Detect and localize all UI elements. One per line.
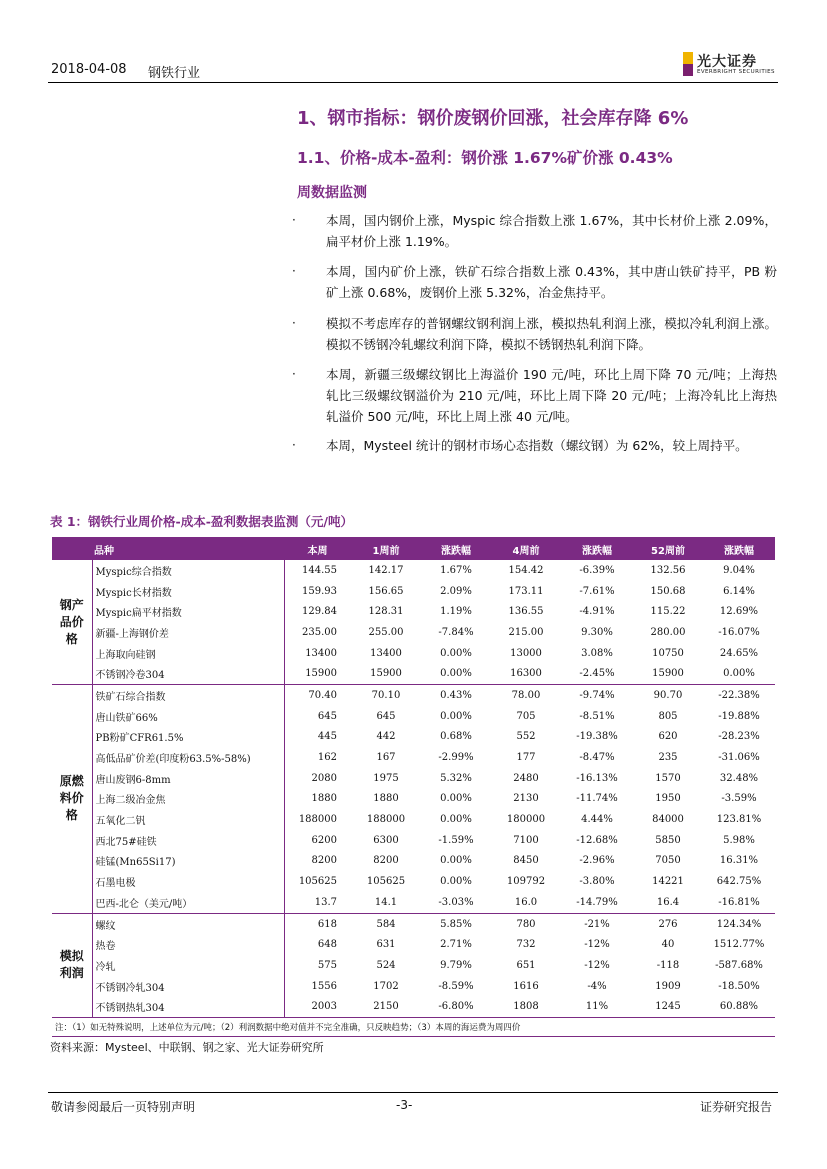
table-cell: -12%	[584, 939, 610, 951]
brand-logo	[683, 50, 779, 80]
row-label: 不锈钢热轧304	[92, 996, 284, 1017]
table-cell: 90.70	[633, 685, 703, 706]
page-number: -3-	[396, 1098, 413, 1112]
table-cell: 0.43%	[421, 685, 491, 706]
table-cell: 105625	[366, 876, 406, 888]
table-cell: 5.85%	[421, 913, 491, 934]
table-cell: 620	[658, 731, 678, 743]
col-header: 本周	[284, 539, 351, 560]
table-cell: 631	[376, 939, 396, 951]
table-cell: 154.42	[491, 560, 561, 581]
table-cell: 150.68	[650, 585, 686, 597]
table-cell: 1616	[513, 980, 539, 992]
table-cell: 136.55	[508, 606, 544, 618]
table-cell: -12%	[584, 959, 610, 971]
table-cell: 24.65%	[719, 647, 759, 659]
table-cell: 16.0	[514, 896, 538, 908]
row-label: 高低品矿价差(印度粉63.5%-58%)	[92, 747, 284, 768]
source-note: 资料来源：Mysteel、中联钢、钢之家、光大证券研究所	[50, 1041, 324, 1054]
table-cell: 124.34%	[703, 913, 775, 934]
table-cell: -9.74%	[561, 685, 633, 706]
table-cell: -1.59%	[438, 834, 474, 846]
table-cell: 442	[376, 731, 396, 743]
table-cell: 2480	[513, 772, 539, 784]
row-label: Myspic综合指数	[92, 560, 284, 581]
bullet-item	[292, 364, 777, 427]
table-row	[52, 934, 775, 955]
col-header: 品种	[52, 539, 284, 560]
table-cell: 0.00%	[440, 855, 472, 867]
table-cell: -19.38%	[576, 731, 618, 743]
col-header: 涨跌幅	[703, 539, 775, 560]
table-row	[52, 706, 775, 727]
table-cell: 8450	[513, 855, 539, 867]
table-cell: 642.75%	[716, 876, 762, 888]
table-cell: 16300	[510, 668, 542, 680]
bullet-dot-icon: ·	[292, 367, 296, 381]
table-cell: 188000	[366, 814, 406, 826]
table-cell: -3.80%	[579, 876, 615, 888]
table-cell: 3.08%	[581, 647, 613, 659]
table-cell: 13400	[305, 647, 337, 659]
table-cell: 805	[658, 710, 678, 722]
table-cell: 177	[516, 752, 536, 764]
group-label: 原燃料价格	[52, 685, 92, 914]
table-cell: 732	[516, 939, 536, 951]
table-cell: 0.00%	[440, 668, 472, 680]
table-cell: -12.68%	[576, 834, 618, 846]
col-header: 52周前	[633, 539, 703, 560]
subsection-heading: 1.1、价格-成本-盈利：钢价涨 1.67%矿价涨 0.43%	[297, 149, 673, 167]
table-cell: 575	[317, 959, 337, 971]
table-cell: -2.45%	[579, 668, 615, 680]
row-label: 硅锰(Mn65Si17)	[92, 851, 284, 872]
table-cell: 173.11	[508, 585, 544, 597]
table-note: 注：（1）如无特殊说明，上述单位为元/吨；（2）利润数据中绝对值并不完全准确，只反映趋势；（3）本周的海运费为周四价	[52, 1018, 775, 1037]
table-row	[52, 581, 775, 602]
table-cell: 780	[491, 913, 561, 934]
table-cell: 235.00	[302, 626, 337, 638]
table-cell: 188000	[298, 814, 337, 826]
table-row	[52, 685, 775, 706]
table-row	[52, 871, 775, 892]
table-row	[52, 830, 775, 851]
table-cell: 0.00%	[440, 814, 472, 826]
table-cell: -3.03%	[438, 896, 474, 908]
table-cell: -587.68%	[715, 959, 763, 971]
table-cell: 1570	[655, 772, 681, 784]
table-cell: 78.00	[491, 685, 561, 706]
table-row	[52, 747, 775, 768]
table-cell: 132.56	[633, 560, 703, 581]
bullet-item	[292, 210, 777, 252]
table-header-row	[52, 539, 775, 560]
table-cell: 0.00%	[723, 668, 755, 680]
table-cell: 1975	[373, 772, 399, 784]
table-cell: 5.32%	[440, 772, 472, 784]
table-cell: 84000	[652, 814, 684, 826]
table-cell: -2.96%	[579, 855, 615, 867]
disclaimer-link: 敬请参阅最后一页特别声明	[51, 1100, 196, 1114]
table-cell: 10750	[652, 647, 684, 659]
table-cell: -4%	[587, 980, 607, 992]
table-cell: 1.67%	[421, 560, 491, 581]
group-label: 钢产品价格	[52, 560, 92, 685]
table-cell: 2.09%	[440, 585, 472, 597]
table-cell: 129.84	[302, 606, 337, 618]
table-cell: 584	[351, 913, 421, 934]
table-cell: -31.06%	[718, 752, 760, 764]
table-cell: 651	[516, 959, 536, 971]
table-cell: 552	[516, 731, 536, 743]
table-cell: 128.31	[368, 606, 404, 618]
table-cell: -118	[656, 959, 680, 971]
table-row	[52, 663, 775, 684]
table-cell: 167	[376, 752, 396, 764]
table-row	[52, 789, 775, 810]
table-cell: 12.69%	[719, 606, 759, 618]
table-cell: 6200	[311, 834, 337, 846]
table-row	[52, 727, 775, 748]
table-cell: 618	[284, 913, 351, 934]
table-cell: -19.88%	[718, 710, 760, 722]
row-label: 唐山废钢6-8mm	[92, 768, 284, 789]
row-label: 冷轧	[92, 955, 284, 976]
table-cell: 14.1	[374, 896, 398, 908]
table-cell: 2.71%	[440, 939, 472, 951]
table-cell: 159.93	[302, 585, 337, 597]
table-cell: 1880	[311, 793, 337, 805]
row-label: 巴西-北仑（美元/吨）	[92, 892, 284, 913]
report-type: 证券研究报告	[700, 1100, 773, 1114]
table-cell: 144.55	[284, 560, 351, 581]
table-cell: -28.23%	[718, 731, 760, 743]
row-label: 五氧化二钒	[92, 809, 284, 830]
col-header: 1周前	[351, 539, 421, 560]
table-cell: -2.99%	[438, 752, 474, 764]
row-label: 上海二级冶金焦	[92, 789, 284, 810]
table-cell: 2080	[311, 772, 337, 784]
table-cell: 2150	[373, 1001, 399, 1013]
table-cell: 109792	[506, 876, 546, 888]
table-row	[52, 560, 775, 581]
footer-divider	[48, 1092, 778, 1093]
bullet-item	[292, 261, 777, 303]
row-label: 上海取向硅钢	[92, 643, 284, 664]
bullet-dot-icon: ·	[292, 264, 296, 278]
col-header: 4周前	[491, 539, 561, 560]
table-cell: -8.51%	[579, 710, 615, 722]
table-cell: 4.44%	[581, 814, 613, 826]
table-row	[52, 955, 775, 976]
table-cell: 11%	[585, 1001, 609, 1013]
table-row	[52, 913, 775, 934]
table-cell: 180000	[506, 814, 546, 826]
table-cell: -22.38%	[703, 685, 775, 706]
table-cell: 2130	[513, 793, 539, 805]
table-cell: 13400	[370, 647, 402, 659]
table-cell: 235	[658, 752, 678, 764]
table-caption: 表 1：钢铁行业周价格-成本-盈利数据表监测（元/吨）	[50, 514, 353, 529]
table-row	[52, 809, 775, 830]
table-cell: 15900	[305, 668, 337, 680]
table-row	[52, 768, 775, 789]
table-cell: 255.00	[368, 626, 404, 638]
table-cell: 1512.77%	[713, 939, 765, 951]
table-cell: 5850	[655, 834, 681, 846]
col-header: 涨跌幅	[561, 539, 633, 560]
table-cell: -8.59%	[438, 980, 474, 992]
table-cell: 215.00	[508, 626, 544, 638]
bullet-text: 本周，国内矿价上涨，铁矿石综合指数上涨 0.43%，其中唐山铁矿持平，PB 粉矿上涨 0.68%，废钢价上涨 5.32%，冶金焦持平。	[326, 264, 777, 300]
table-cell: 645	[317, 710, 337, 722]
row-label: Myspic扁平材指数	[92, 601, 284, 622]
table-cell: 276	[633, 913, 703, 934]
table-cell: 15900	[370, 668, 402, 680]
table-cell: 1.19%	[440, 606, 472, 618]
table-cell: 40	[661, 939, 675, 951]
row-label: 螺纹	[92, 913, 284, 934]
bullet-dot-icon: ·	[292, 438, 296, 452]
table-cell: 648	[317, 939, 337, 951]
table-cell: 16.4	[656, 896, 680, 908]
table-cell: 6300	[373, 834, 399, 846]
table-cell: 70.40	[284, 685, 351, 706]
table-cell: 162	[317, 752, 337, 764]
table-row	[52, 976, 775, 997]
table-note-row	[52, 1018, 775, 1037]
table-cell: -3.59%	[721, 793, 757, 805]
table-cell: 1909	[655, 980, 681, 992]
table-cell: 0.00%	[440, 876, 472, 888]
table-cell: 123.81%	[716, 814, 762, 826]
bullet-dot-icon: ·	[292, 213, 296, 227]
table-cell: 115.22	[650, 606, 686, 618]
table-cell: 9.04%	[703, 560, 775, 581]
table-cell: 1245	[655, 1001, 681, 1013]
weekly-monitor-heading: 周数据监测	[297, 185, 367, 201]
table-cell: -4.91%	[579, 606, 615, 618]
table-cell: 13000	[510, 647, 542, 659]
row-label: 不锈钢冷轧304	[92, 976, 284, 997]
table-cell: -7.61%	[579, 585, 615, 597]
table-row	[52, 622, 775, 643]
table-cell: 705	[516, 710, 536, 722]
table-cell: 156.65	[368, 585, 404, 597]
table-cell: -16.13%	[576, 772, 618, 784]
table-cell: 1556	[311, 980, 337, 992]
bullet-item	[292, 313, 777, 355]
table-cell: 0.00%	[440, 647, 472, 659]
table-cell: -8.47%	[579, 752, 615, 764]
table-cell: -7.84%	[438, 626, 474, 638]
price-cost-profit-table	[52, 539, 775, 1036]
table-cell: -6.39%	[561, 560, 633, 581]
table-cell: 8200	[373, 855, 399, 867]
table-cell: 280.00	[650, 626, 686, 638]
table-cell: 8200	[311, 855, 337, 867]
table-cell: 14221	[652, 876, 684, 888]
logo-text-en: EVERBRIGHT SECURITIES	[697, 69, 775, 75]
table-cell: -6.80%	[438, 1001, 474, 1013]
table-row	[52, 892, 775, 913]
table-cell: 142.17	[351, 560, 421, 581]
table-cell: -14.79%	[576, 896, 618, 908]
table-cell: 105625	[298, 876, 337, 888]
row-label: Myspic长材指数	[92, 581, 284, 602]
table-cell: 6.14%	[723, 585, 755, 597]
table-row	[52, 601, 775, 622]
table-cell: 70.10	[351, 685, 421, 706]
bullet-text: 本周，Mysteel 统计的钢材市场心态指数（螺纹钢）为 62%，较上周持平。	[326, 438, 748, 453]
row-label: 铁矿石综合指数	[92, 685, 284, 706]
bullet-text: 模拟不考虑库存的普钢螺纹钢利润上涨，模拟热轧利润上涨，模拟冷轧利润上涨。模拟不锈钢冷轧螺纹利润下降，模拟不锈钢热轧利润下降。	[326, 316, 777, 352]
table-cell: 1702	[373, 980, 399, 992]
table-cell: -18.50%	[718, 980, 760, 992]
table-body	[52, 560, 775, 1037]
bullet-dot-icon: ·	[292, 316, 296, 330]
table-cell: -21%	[561, 913, 633, 934]
table-cell: 0.00%	[440, 793, 472, 805]
table-cell: 7100	[513, 834, 539, 846]
table-cell: 7050	[655, 855, 681, 867]
table-cell: 1808	[513, 1001, 539, 1013]
industry-label: 钢铁行业	[148, 66, 201, 81]
bullet-text: 本周，国内钢价上涨，Myspic 综合指数上涨 1.67%，其中长材价上涨 2.09%，扁平材价上涨 1.19%。	[326, 213, 777, 249]
table-cell: -16.81%	[718, 896, 760, 908]
row-label: 新疆-上海钢价差	[92, 622, 284, 643]
table-row	[52, 996, 775, 1017]
header-divider	[48, 82, 778, 83]
row-label: PB粉矿CFR61.5%	[92, 727, 284, 748]
table-row	[52, 851, 775, 872]
row-label: 热卷	[92, 934, 284, 955]
section-heading: 1、钢市指标：钢价废钢价回涨，社会库存降 6%	[297, 108, 689, 129]
group-label: 模拟利润	[52, 913, 92, 1017]
table-cell: 524	[376, 959, 396, 971]
row-label: 石墨电极	[92, 871, 284, 892]
logo-mark-icon	[683, 52, 693, 76]
table-cell: 16.31%	[719, 855, 759, 867]
table-cell: 1880	[373, 793, 399, 805]
table-cell: 445	[317, 731, 337, 743]
table-cell: 15900	[652, 668, 684, 680]
report-date: 2018-04-08	[51, 62, 127, 77]
logo-text-cn: 光大证券	[697, 54, 757, 70]
table-cell: 2003	[311, 1001, 337, 1013]
table-cell: 32.48%	[719, 772, 759, 784]
table-cell: 0.00%	[440, 710, 472, 722]
table-cell: 0.68%	[440, 731, 472, 743]
table-cell: 645	[376, 710, 396, 722]
row-label: 不锈钢冷卷304	[92, 663, 284, 684]
data-table-container	[52, 537, 775, 1037]
row-label: 西北75#硅铁	[92, 830, 284, 851]
bullet-text: 本周，新疆三级螺纹钢比上海溢价 190 元/吨，环比上周下降 70 元/吨；上海热轧比三级螺纹钢溢价为 210 元/吨，环比上周下降 20 元/吨；上海冷轧比上海热轧溢价 500 元/吨，环比上周上涨 40 元/吨。	[326, 367, 777, 424]
table-cell: 13.7	[314, 896, 337, 908]
table-cell: 1950	[655, 793, 681, 805]
table-cell: 9.30%	[581, 626, 613, 638]
col-header: 涨跌幅	[421, 539, 491, 560]
table-row	[52, 643, 775, 664]
table-cell: 60.88%	[719, 1001, 759, 1013]
table-cell: 9.79%	[440, 959, 472, 971]
table-cell: -16.07%	[718, 626, 760, 638]
table-cell: -11.74%	[576, 793, 618, 805]
bullet-item	[292, 435, 777, 456]
row-label: 唐山铁矿66%	[92, 706, 284, 727]
table-cell: 5.98%	[723, 834, 755, 846]
